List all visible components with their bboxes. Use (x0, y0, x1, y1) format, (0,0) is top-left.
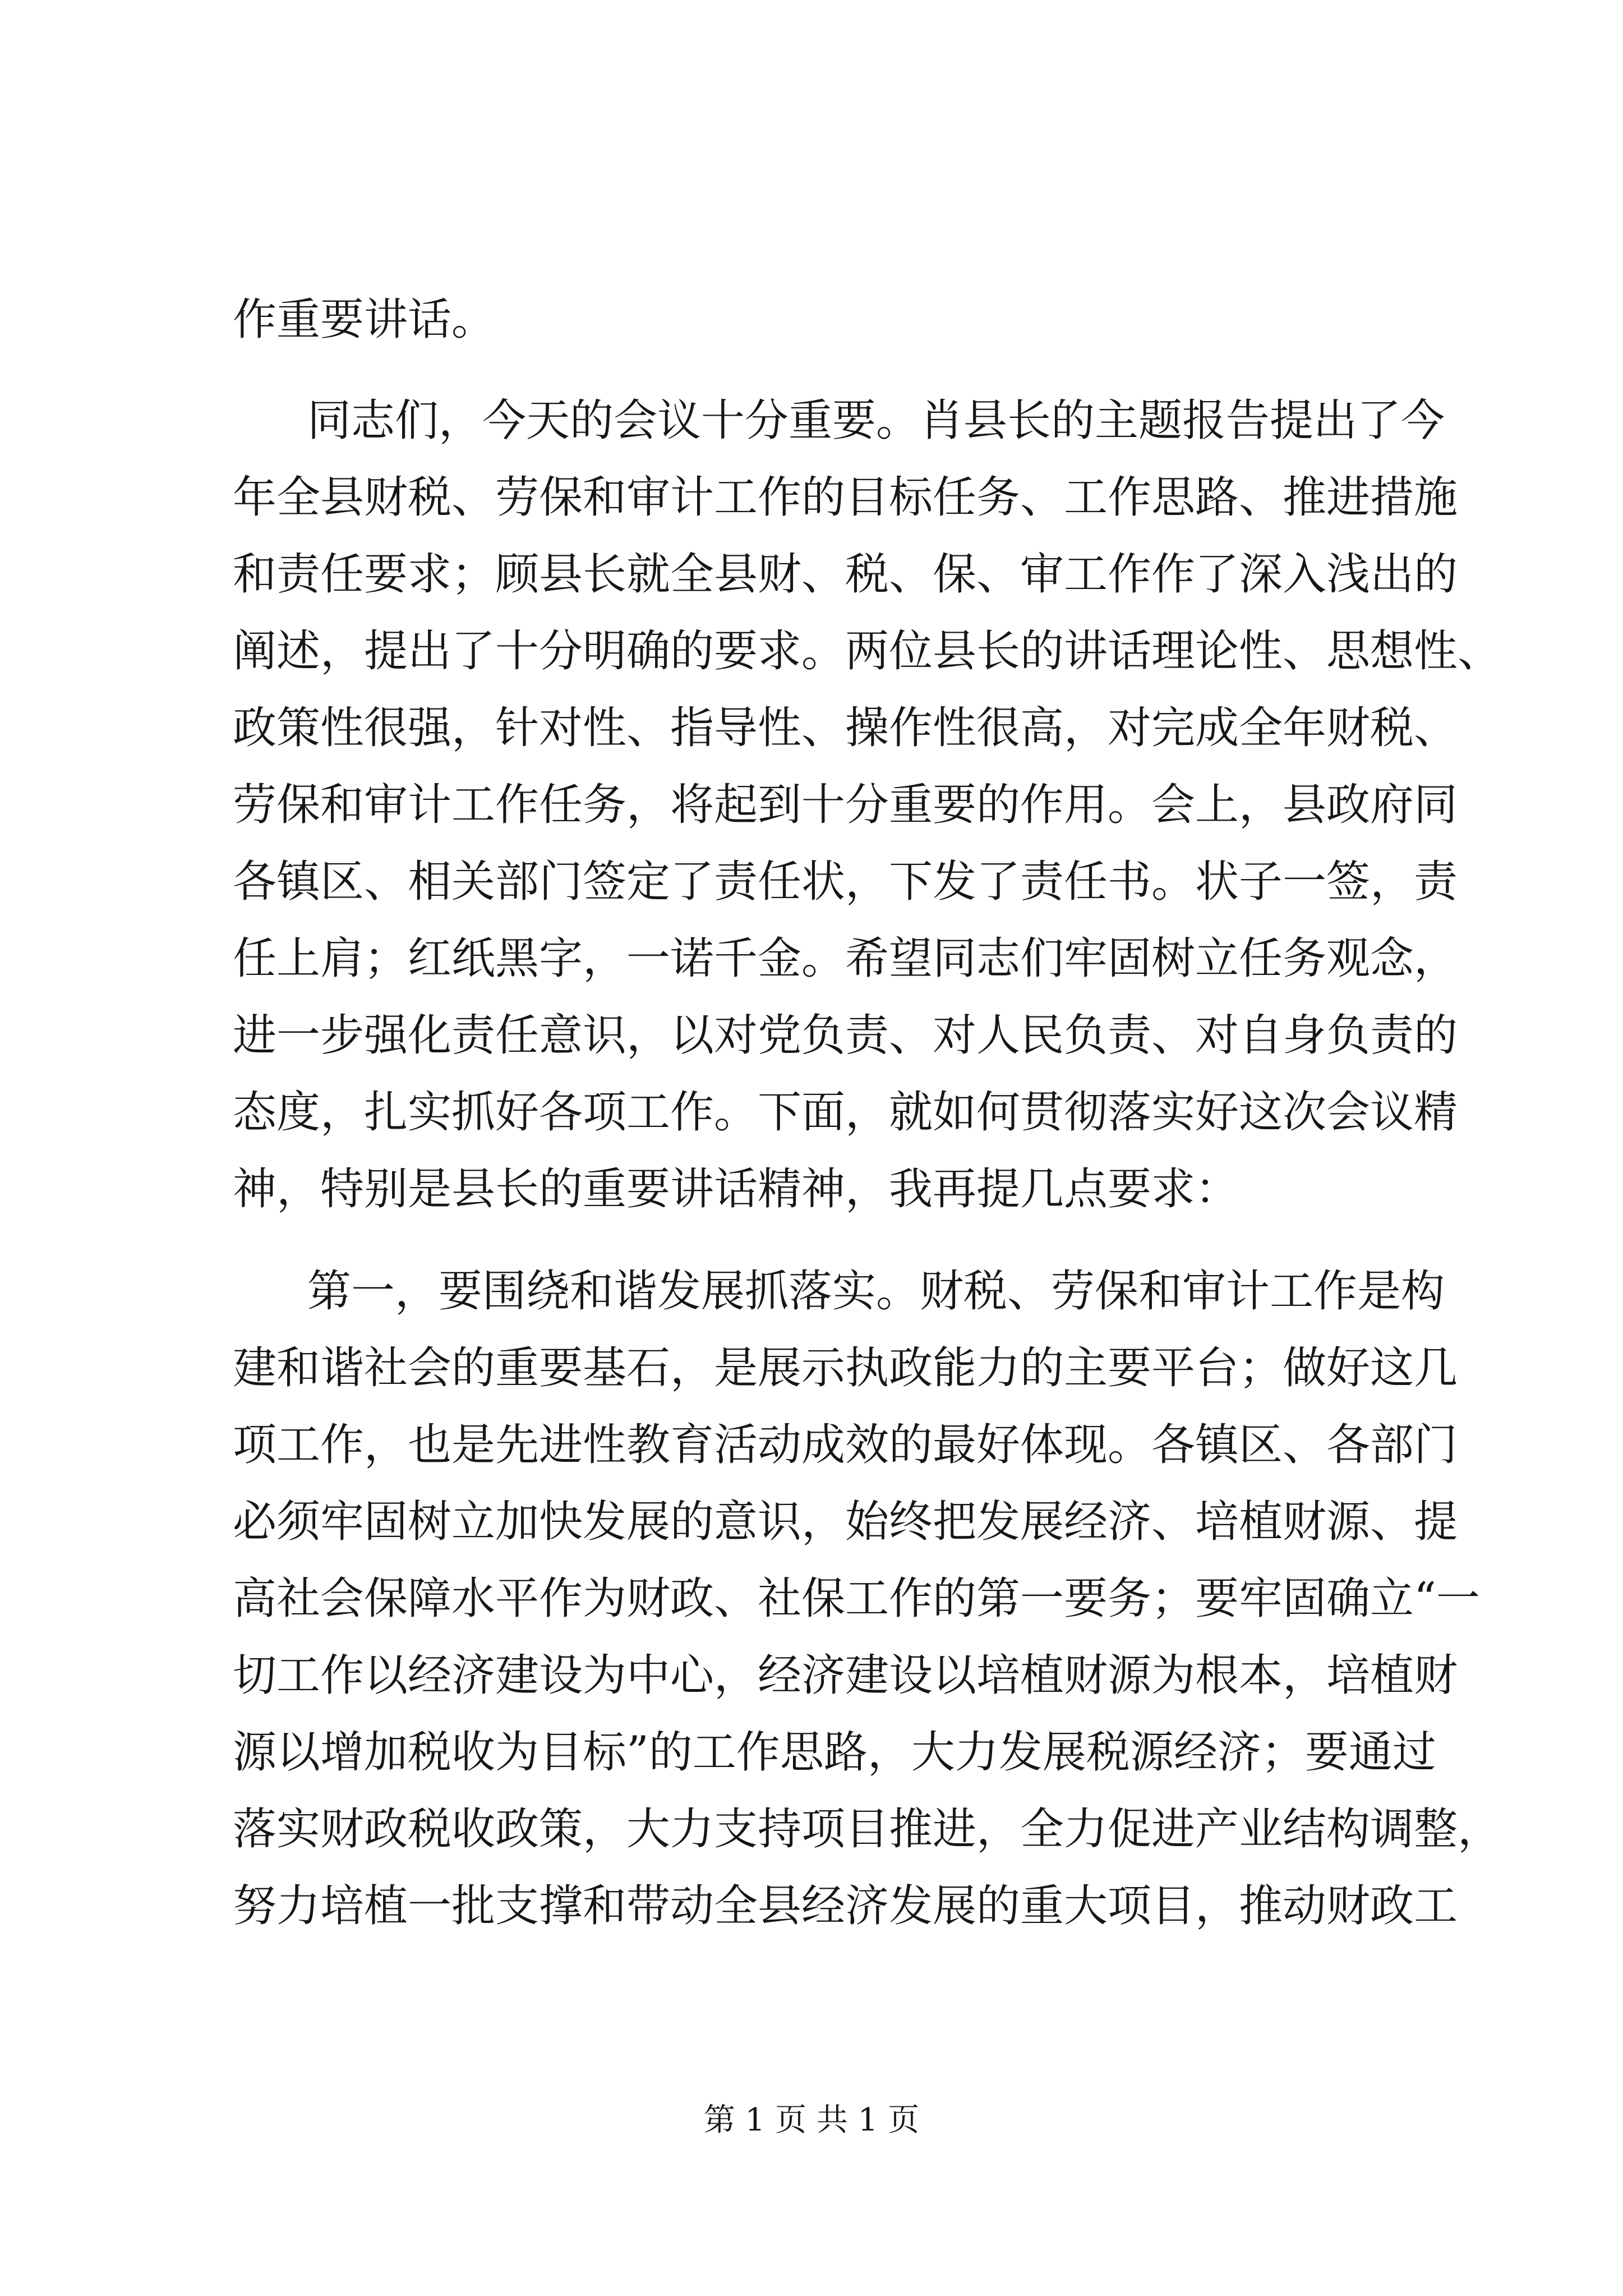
body-text-line: 阐述，提出了十分明确的要求。两位县长的讲话理论性、思想性、 (233, 626, 1502, 677)
body-text-line: 项工作，也是先进性教育活动成效的最好体现。各镇区、各部门 (233, 1420, 1458, 1470)
page-number-footer: 第 1 页 共 1 页 (703, 2102, 920, 2138)
body-text-line: 建和谐社会的重要基石，是展示执政能力的主要平台；做好这几 (233, 1343, 1458, 1393)
body-text-line: 切工作以经济建设为中心，经济建设以培植财源为根本，培植财 (233, 1650, 1458, 1701)
body-text-line: 落实财政税收政策，大力支持项目推进，全力促进产业结构调整， (233, 1804, 1502, 1855)
body-text-line: 努力培植一批支撑和带动全县经济发展的重大项目，推动财政工 (233, 1881, 1458, 1931)
body-text-line: 必须牢固树立加快发展的意识，始终把发展经济、培植财源、提 (233, 1497, 1458, 1547)
body-text-line: 源以增加税收为目标”的工作思路，大力发展税源经济；要通过 (233, 1727, 1436, 1778)
body-text-line: 作重要讲话。 (233, 295, 496, 345)
body-text-line: 各镇区、相关部门签定了责任状，下发了责任书。状子一签，责 (233, 857, 1458, 907)
body-text-line: 劳保和审计工作任务，将起到十分重要的作用。会上，县政府同 (233, 780, 1458, 830)
body-text-line: 进一步强化责任意识，以对党负责、对人民负责、对自身负责的 (233, 1010, 1458, 1061)
body-text-line: 年全县财税、劳保和审计工作的目标任务、工作思路、推进措施 (233, 472, 1458, 523)
body-text-line: 神，特别是县长的重要讲话精神，我再提几点要求： (233, 1164, 1239, 1214)
body-text-line: 态度，扎实抓好各项工作。下面，就如何贯彻落实好这次会议精 (233, 1087, 1458, 1138)
body-text-line: 政策性很强，针对性、指导性、操作性很高，对完成全年财税、 (233, 703, 1458, 753)
body-text-line: 和责任要求；顾县长就全县财、税、保、审工作作了深入浅出的 (233, 549, 1458, 600)
paragraph-first-line: 同志们，今天的会议十分重要。肖县长的主题报告提出了今 (307, 395, 1445, 446)
body-text-line: 任上肩；红纸黑字，一诺千金。希望同志们牢固树立任务观念， (233, 933, 1458, 984)
paragraph-first-line: 第一，要围绕和谐发展抓落实。财税、劳保和审计工作是构 (307, 1266, 1445, 1317)
body-text-line: 高社会保障水平作为财政、社保工作的第一要务；要牢固确立“一 (233, 1573, 1480, 1624)
